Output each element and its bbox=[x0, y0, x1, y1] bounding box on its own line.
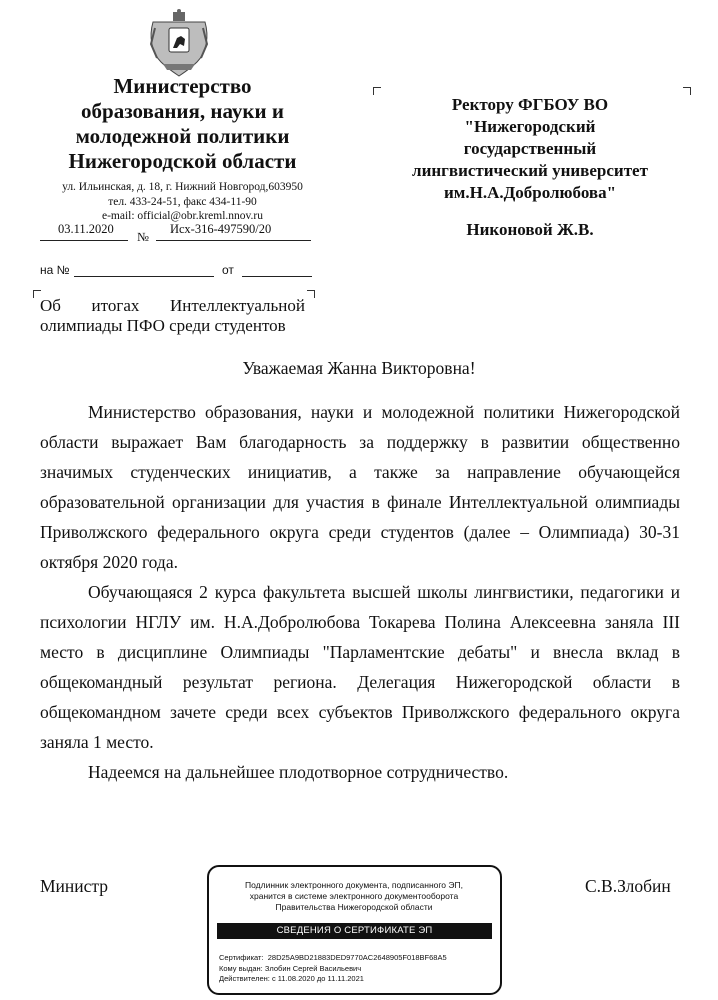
stamp-details bbox=[219, 953, 494, 985]
coat-of-arms-icon bbox=[147, 8, 211, 78]
phone-line: тел. 433-24-51, факс 434-11-90 bbox=[108, 195, 257, 208]
stamp-header-line: Подлинник электронного документа, подписанного ЭП, bbox=[245, 880, 463, 890]
addressee-line: "Нижегородский bbox=[464, 117, 596, 136]
e-signature-stamp bbox=[207, 865, 502, 995]
stamp-header bbox=[219, 880, 489, 913]
addressee-name: Никоновой Ж.В. bbox=[466, 220, 594, 239]
body-paragraph: Надеемся на дальнейшее плодотворное сотрудничество. bbox=[88, 762, 509, 782]
org-line: Нижегородской области bbox=[68, 149, 297, 173]
organization-contacts bbox=[40, 180, 325, 224]
address-line: ул. Ильинская, д. 18, г. Нижний Новгород,603950 bbox=[62, 181, 303, 193]
addressee-block bbox=[380, 94, 680, 204]
number-underline bbox=[156, 240, 311, 241]
valid-value: с 11.08.2020 до 11.11.2021 bbox=[271, 974, 364, 983]
incoming-number-underline bbox=[74, 276, 214, 277]
stamp-header-line: Правительства Нижегородской области bbox=[275, 902, 433, 912]
organization-name bbox=[40, 74, 325, 174]
issued-to-label: Кому выдан: bbox=[219, 963, 263, 973]
addressee-line: им.Н.А.Добролюбова" bbox=[443, 183, 617, 202]
signer-position: Министр bbox=[40, 876, 109, 896]
outgoing-number: Исх-316-497590/20 bbox=[170, 222, 272, 236]
body-paragraph: Обучающаяся 2 курса факультета высшей школы лингвистики, педагогики и психологии НГЛУ им. Н.А.Добролюбова Токарева Полина Алексеевна заняла III место в дисциплине Олимпиады "Парламентские дебаты" и внесла вклад в общекомандный результат региона. Делегация Нижегородской области в общекомандном зачете среди всех субъектов Приволжского федерального округа заняла 1 место. bbox=[40, 582, 680, 752]
subject-corner-mark bbox=[307, 290, 315, 298]
letter-subject: Об итогах Интеллектуальной олимпиады ПФО среди студентов bbox=[40, 296, 305, 335]
valid-row bbox=[219, 974, 494, 985]
addressee-line: Ректору ФГБОУ ВО bbox=[451, 95, 609, 114]
signer-name: С.В.Злобин bbox=[585, 876, 671, 896]
certificate-row bbox=[219, 953, 494, 964]
issued-to-value: Злобин Сергей Васильевич bbox=[264, 963, 362, 973]
incoming-date-underline bbox=[242, 276, 312, 277]
addressee-line: государственный bbox=[463, 139, 597, 158]
certificate-label: Сертификат: bbox=[219, 953, 264, 962]
body-paragraph: Министерство образования, науки и молодежной политики Нижегородской области выражает Вам благодарность за поддержку в развитии общественно значимых студенческих инициатив, а также за направление обучающейся образовательной организации для участия в финале Интеллектуальной олимпиады Приволжского федерального округа среди студентов (далее – Олимпиада) 30-31 октября 2020 года. bbox=[40, 402, 680, 572]
org-line: Министерство bbox=[113, 74, 252, 98]
incoming-ref-label: на № bbox=[40, 263, 70, 277]
stamp-header-line: хранится в системе электронного документооборота bbox=[249, 891, 459, 901]
addressee-corner-mark bbox=[683, 87, 691, 95]
stamp-title-bar: СВЕДЕНИЯ О СЕРТИФИКАТЕ ЭП bbox=[217, 923, 492, 939]
email-line: e-mail: official@obr.kreml.nnov.ru bbox=[101, 210, 263, 222]
addressee-line: лингвистический университет bbox=[412, 161, 648, 180]
number-sign: № bbox=[137, 230, 149, 244]
valid-label: Действителен: bbox=[219, 974, 270, 983]
incoming-date-label: от bbox=[222, 263, 234, 277]
issued-to-row bbox=[219, 964, 494, 975]
certificate-value: 28D25A9BD21883DED9770AC2648905F018BF68A5 bbox=[267, 953, 447, 962]
greeting: Уважаемая Жанна Викторовна! bbox=[242, 358, 476, 378]
letter-body bbox=[40, 397, 680, 787]
org-line: молодежной политики bbox=[75, 124, 290, 148]
document-date: 03.11.2020 bbox=[58, 222, 114, 236]
org-line: образования, науки и bbox=[81, 99, 284, 123]
date-underline bbox=[40, 240, 128, 241]
